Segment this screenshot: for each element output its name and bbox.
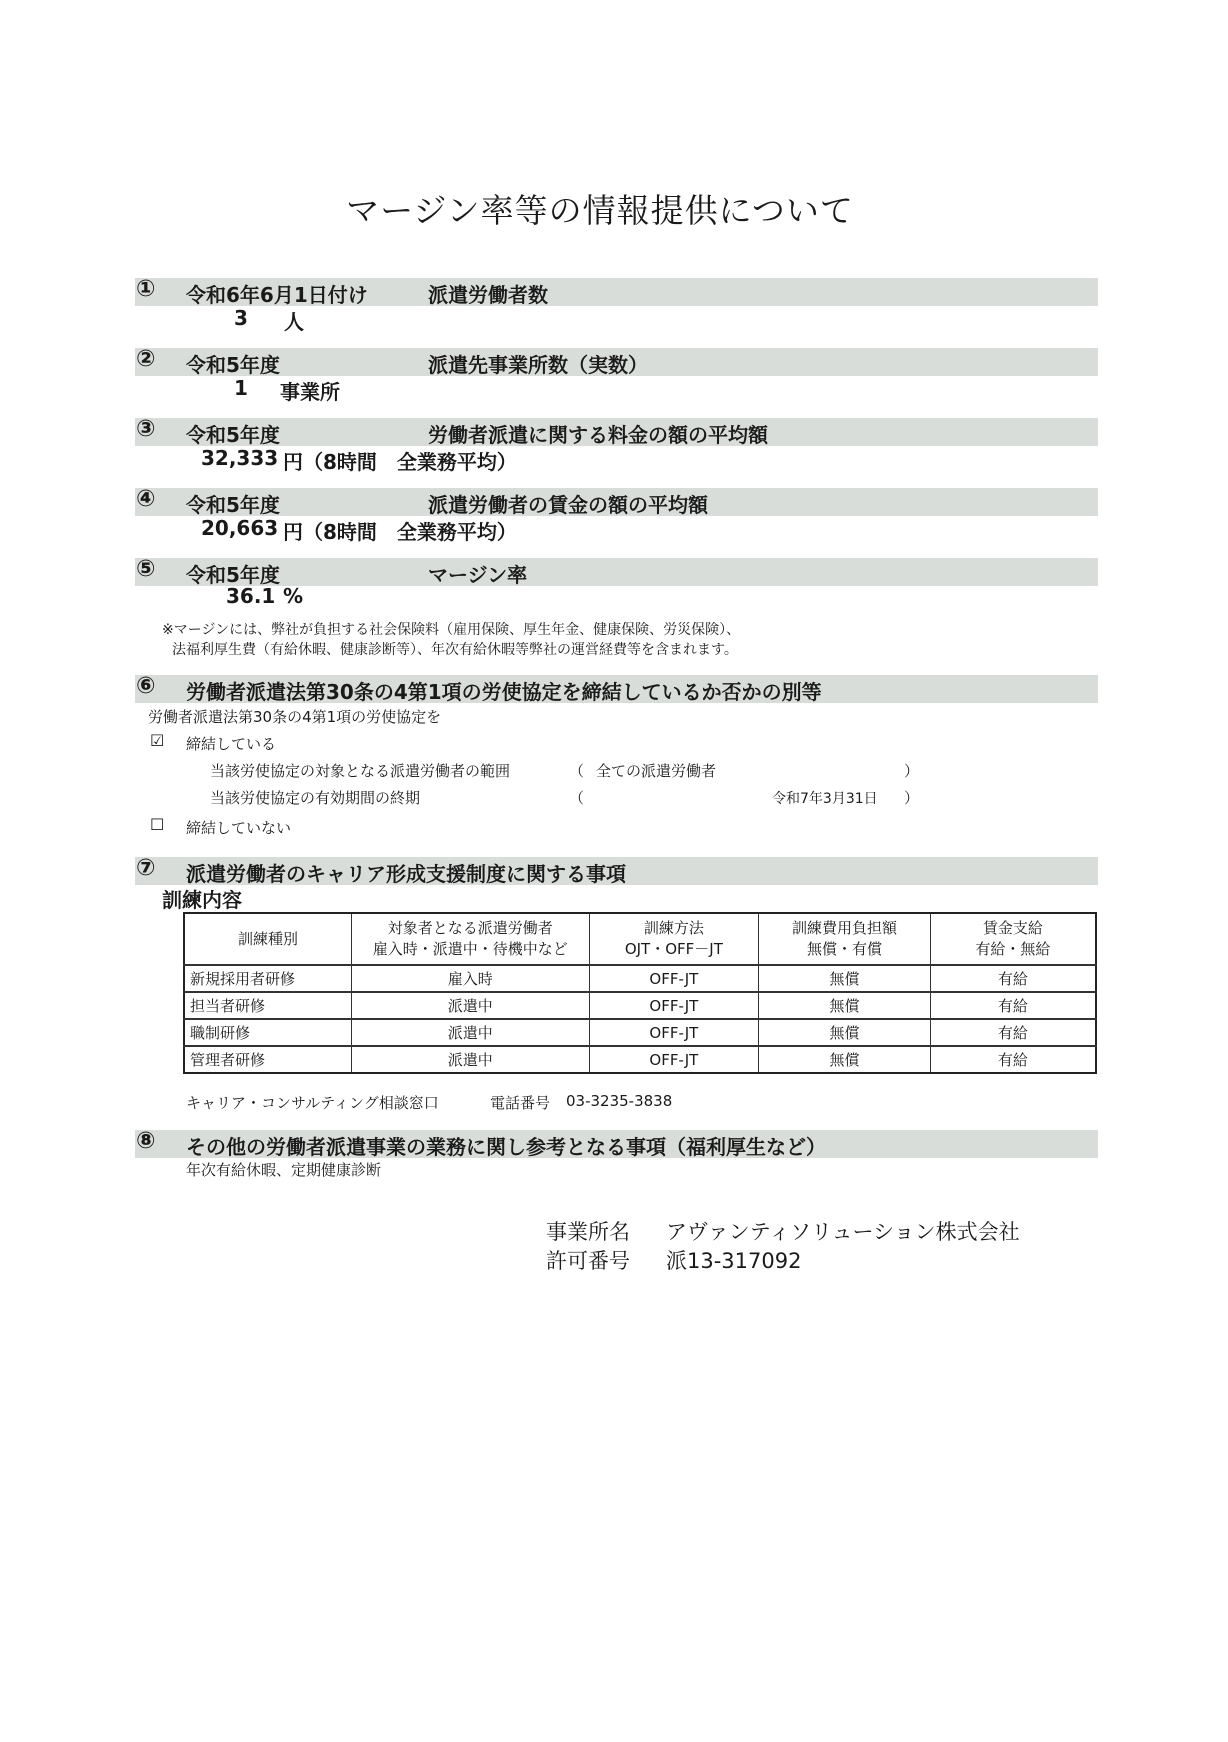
table-header-row (184, 913, 1096, 965)
table-row (184, 992, 1096, 1019)
cell-cost: 無償 (759, 965, 931, 992)
cell-method: OFF-JT (589, 965, 759, 992)
item-number: ④ (136, 486, 156, 512)
item-value: 32,333 (201, 446, 279, 470)
license-number-value: 派13-317092 (666, 1249, 802, 1273)
unchecked-checkbox[interactable]: ☐ (150, 815, 165, 834)
agreement-intro: 労働者派遣法第30条の4第1項の労使協定を (148, 708, 442, 726)
section-heading: 派遣労働者のキャリア形成支援制度に関する事項 (186, 862, 626, 886)
term-open-paren: （ (569, 789, 585, 807)
cell-wage: 有給 (930, 1046, 1096, 1073)
checked-checkbox[interactable]: ☑ (150, 731, 165, 750)
term-label: 当該労使協定の有効期間の終期 (210, 789, 421, 807)
item-period: 令和5年度 (186, 423, 280, 447)
section-heading: その他の労働者派遣事業の業務に関し参考となる事項（福利厚生など） (186, 1135, 826, 1159)
item-number: ② (136, 346, 156, 372)
item-heading: 派遣先事業所数（実数） (428, 353, 648, 377)
section-number: ⑦ (136, 855, 156, 881)
cell-training-type: 職制研修 (184, 1019, 352, 1046)
item-number: ① (136, 276, 156, 302)
item-heading: 派遣労働者の賃金の額の平均額 (428, 493, 708, 517)
cell-target: 派遣中 (352, 992, 589, 1019)
other-matters-body: 年次有給休暇、定期健康診断 (186, 1161, 382, 1179)
header-training-type: 訓練種別 (184, 913, 352, 965)
cell-wage: 有給 (930, 965, 1096, 992)
office-name-value: アヴァンティソリューション株式会社 (666, 1220, 1020, 1244)
margin-note-line1: ※マージンには、弊社が負担する社会保険料（雇用保険、厚生年金、健康保険、労災保険）、 (162, 622, 741, 638)
phone-label: 電話番号 (490, 1094, 551, 1112)
office-name-label: 事業所名 (546, 1220, 630, 1244)
training-table (183, 912, 1097, 1074)
cell-method: OFF-JT (589, 1019, 759, 1046)
item-heading: 労働者派遣に関する料金の額の平均額 (428, 423, 768, 447)
cell-training-type: 管理者研修 (184, 1046, 352, 1073)
training-subheading: 訓練内容 (162, 888, 242, 912)
table-row (184, 965, 1096, 992)
license-number-label: 許可番号 (546, 1249, 630, 1273)
item-number: ⑤ (136, 556, 156, 582)
item-period: 令和5年度 (186, 493, 280, 517)
cell-target: 雇入時 (352, 965, 589, 992)
item-heading: マージン率 (428, 563, 528, 587)
cell-cost: 無償 (759, 1019, 931, 1046)
item-value: 3 (234, 306, 248, 330)
cell-target: 派遣中 (352, 1019, 589, 1046)
item-number: ③ (136, 416, 156, 442)
item-heading: 派遣労働者数 (428, 283, 548, 307)
item-unit: 事業所 (280, 380, 340, 404)
scope-label: 当該労使協定の対象となる派遣労働者の範囲 (210, 762, 511, 780)
section-number: ⑥ (136, 673, 156, 699)
cell-cost: 無償 (759, 992, 931, 1019)
item-period: 令和5年度 (186, 563, 280, 587)
item-unit: % (283, 584, 304, 608)
cell-training-type: 担当者研修 (184, 992, 352, 1019)
section-heading: 労働者派遣法第30条の4第1項の労使協定を締結しているか否かの別等 (186, 680, 822, 704)
item-unit: 円（8時間 全業務平均） (283, 520, 517, 544)
item-value: 20,663 (201, 516, 279, 540)
item-period: 令和5年度 (186, 353, 280, 377)
table-row (184, 1046, 1096, 1073)
header-target-workers: 対象者となる派遣労働者 雇入時・派遣中・待機中など (352, 913, 589, 965)
consult-label: キャリア・コンサルティング相談窓口 (186, 1094, 439, 1112)
scope-value: 全ての派遣労働者 (596, 762, 717, 780)
cell-method: OFF-JT (589, 992, 759, 1019)
scope-open-paren: （ (569, 762, 585, 780)
phone-number: 03-3235-3838 (566, 1092, 673, 1110)
header-wage-payment: 賃金支給 有給・無給 (930, 913, 1096, 965)
term-value: 令和7年3月31日 (772, 791, 878, 807)
unchecked-label: 締結していない (186, 819, 292, 837)
item-unit: 人 (284, 310, 304, 334)
item-value: 36.1 (226, 584, 276, 608)
checked-label: 締結している (186, 735, 277, 753)
header-training-method: 訓練方法 OJT・OFF－JT (589, 913, 759, 965)
cell-wage: 有給 (930, 1019, 1096, 1046)
cell-target: 派遣中 (352, 1046, 589, 1073)
cell-wage: 有給 (930, 992, 1096, 1019)
cell-cost: 無償 (759, 1046, 931, 1073)
item-period: 令和6年6月1日付け (186, 283, 368, 307)
item-unit: 円（8時間 全業務平均） (283, 450, 517, 474)
scope-close-paren: ） (904, 762, 920, 780)
page-title: マージン率等の情報提供について (346, 191, 854, 230)
cell-method: OFF-JT (589, 1046, 759, 1073)
cell-training-type: 新規採用者研修 (184, 965, 352, 992)
term-close-paren: ） (904, 789, 920, 807)
table-row (184, 1019, 1096, 1046)
item-value: 1 (234, 376, 248, 400)
section-number: ⑧ (136, 1128, 156, 1154)
margin-note-line2: 法福利厚生費（有給休暇、健康診断等）、年次有給休暇等弊社の運営経費等を含まれます。 (172, 642, 738, 658)
header-cost-burden: 訓練費用負担額 無償・有償 (759, 913, 931, 965)
